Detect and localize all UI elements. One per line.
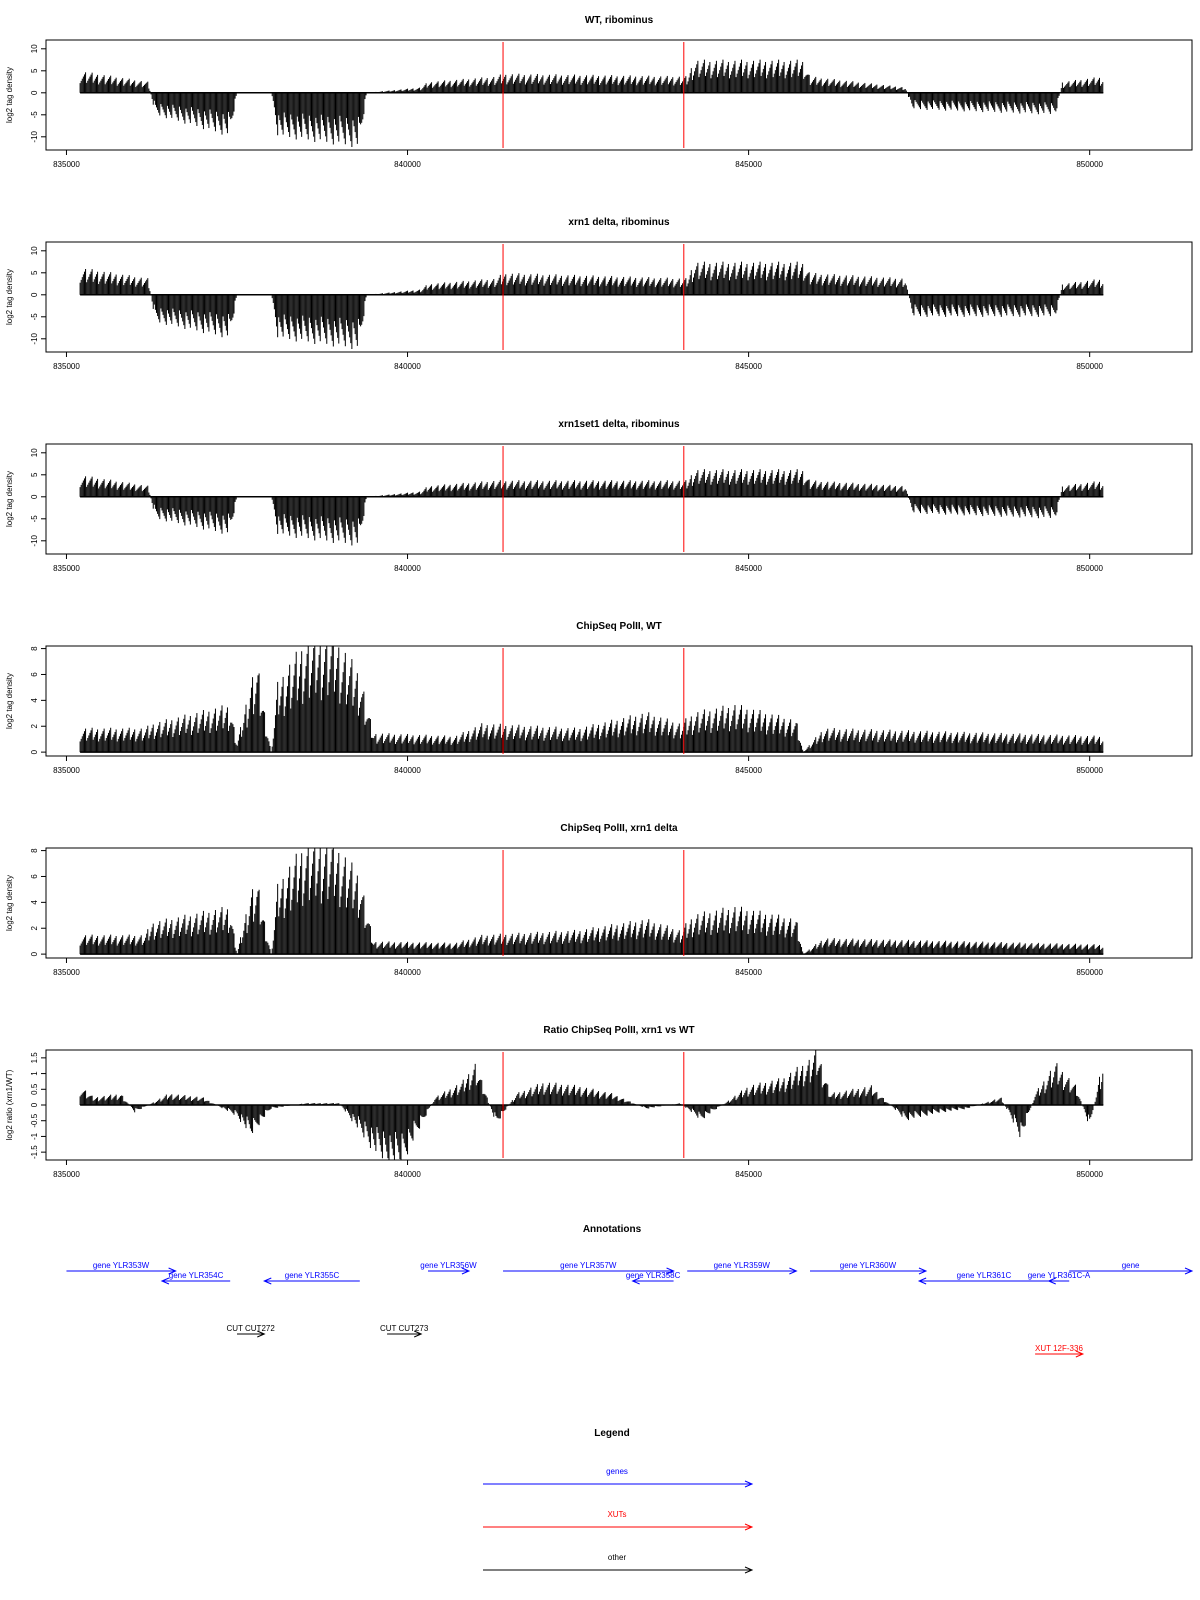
y-tick-label: -10 [30, 535, 39, 547]
x-tick-label: 835000 [53, 362, 80, 371]
panel-title: xrn1set1 delta, ribominus [558, 419, 680, 430]
y-tick-label: -10 [30, 131, 39, 143]
y-tick-label: 0 [30, 749, 39, 755]
panel-1 [5, 15, 1192, 169]
x-tick-label: 835000 [53, 968, 80, 977]
x-tick-label: 850000 [1076, 160, 1104, 169]
y-axis [30, 246, 46, 345]
y-tick-label: 0 [30, 951, 39, 957]
y-tick-label: 0 [30, 494, 39, 500]
x-tick-label: 845000 [735, 968, 762, 977]
panel-4 [5, 621, 1192, 775]
x-tick-label: 845000 [735, 766, 762, 775]
y-tick-label: 2 [30, 926, 39, 931]
y-tick-label: -5 [30, 313, 39, 321]
x-tick-label: 840000 [394, 160, 421, 169]
y-axis-label: log2 tag density [5, 66, 14, 124]
x-tick-label: 840000 [394, 564, 421, 573]
y-axis [30, 448, 46, 547]
panel-3 [5, 419, 1192, 573]
y-axis [30, 848, 46, 957]
data-bars [80, 848, 1103, 954]
panel-2 [5, 217, 1192, 371]
y-axis [30, 44, 46, 143]
panel-5 [5, 823, 1192, 977]
x-tick-label: 840000 [394, 968, 421, 977]
panel-title: xrn1 delta, ribominus [568, 217, 670, 228]
y-tick-label: 2 [30, 724, 39, 729]
panel-title: Ratio ChipSeq PolII, xrn1 vs WT [543, 1025, 695, 1036]
y-tick-label: -5 [30, 111, 39, 119]
y-tick-label: 4 [30, 698, 39, 703]
y-tick-label: 6 [30, 672, 39, 677]
y-axis-label: log2 tag density [5, 268, 14, 326]
y-tick-label: 8 [30, 848, 39, 853]
x-tick-label: 845000 [735, 160, 762, 169]
y-tick-label: 8 [30, 646, 39, 651]
y-tick-label: 5 [30, 270, 39, 276]
x-tick-label: 845000 [735, 564, 762, 573]
x-tick-label: 835000 [53, 160, 80, 169]
x-tick-label: 835000 [53, 766, 80, 775]
chart-panels [5, 15, 1192, 1179]
data-bars [80, 469, 1103, 545]
y-tick-label: 6 [30, 874, 39, 879]
x-tick-label: 850000 [1076, 564, 1104, 573]
x-tick-label: 850000 [1076, 362, 1104, 371]
panel-title: ChipSeq PolII, xrn1 delta [560, 823, 678, 834]
y-tick-label: 10 [30, 44, 39, 54]
panel-6 [5, 1025, 1192, 1179]
x-tick-label: 850000 [1076, 766, 1104, 775]
x-axis [53, 150, 1103, 169]
y-tick-label: 10 [30, 246, 39, 256]
y-tick-label: 10 [30, 448, 39, 458]
y-axis-label: log2 tag density [5, 672, 14, 730]
x-tick-label: 840000 [394, 362, 421, 371]
x-tick-label: 840000 [394, 766, 421, 775]
x-axis [53, 352, 1103, 371]
y-tick-label: -5 [30, 515, 39, 523]
y-axis-label: log2 tag density [5, 874, 14, 932]
x-axis [53, 554, 1103, 573]
y-tick-label: 4 [30, 900, 39, 905]
y-axis-label: log2 tag density [5, 470, 14, 528]
x-axis [53, 756, 1103, 775]
x-tick-label: 835000 [53, 564, 80, 573]
data-bars [80, 646, 1103, 752]
data-bars [80, 60, 1103, 147]
panel-title: ChipSeq PolII, WT [576, 621, 662, 632]
panel-title: WT, ribominus [584, 15, 654, 26]
y-axis [30, 646, 46, 755]
x-tick-label: 845000 [735, 362, 762, 371]
data-bars [80, 262, 1103, 349]
x-tick-label: 850000 [1076, 968, 1104, 977]
y-tick-label: 0 [30, 90, 39, 96]
y-tick-label: -10 [30, 333, 39, 345]
y-tick-label: 5 [30, 68, 39, 74]
x-axis [53, 958, 1103, 977]
y-tick-label: 0 [30, 292, 39, 298]
y-tick-label: 5 [30, 472, 39, 478]
